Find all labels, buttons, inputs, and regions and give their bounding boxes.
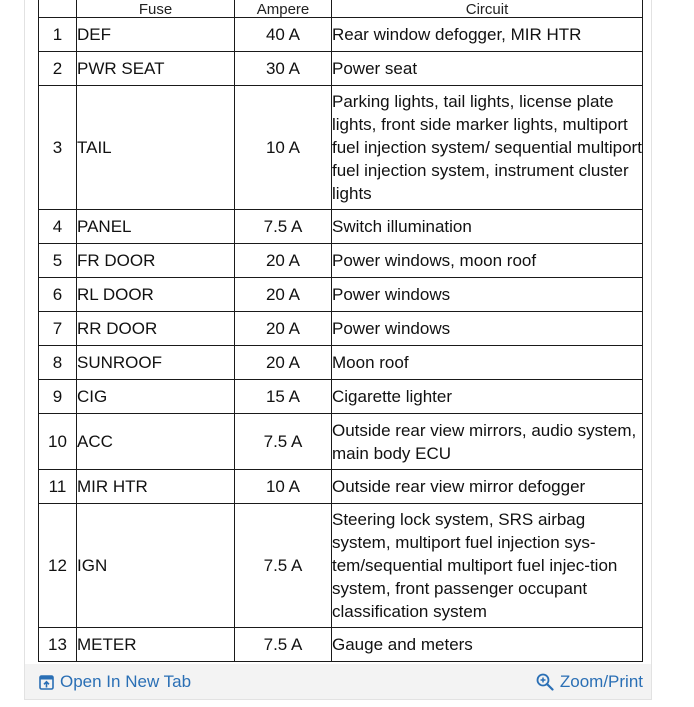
fuse-number-cell: 12 [39,504,77,628]
zoom-print-icon [536,673,554,691]
fuse-number-cell: 4 [39,210,77,244]
fuse-name-cell: DEF [77,18,235,52]
fuse-number-cell: 3 [39,86,77,210]
fuse-number-cell: 7 [39,312,77,346]
circuit-cell: Power seat [332,52,643,86]
ampere-cell: 7.5 A [235,414,332,470]
circuit-cell: Rear window defogger, MIR HTR [332,18,643,52]
open-in-new-tab-link[interactable] [39,672,191,692]
table-row [39,414,643,470]
header-cell-ampere: Ampere [235,0,332,18]
table-row [39,470,643,504]
table-row [39,628,643,662]
circuit-cell: Steering lock system, SRS airbag system, multiport fuel injection sys-tem/sequential multiport fuel injec-tion system, front passenger occupant classification system [332,504,643,628]
header-cell-fuse: Fuse [77,0,235,18]
fuse-number-cell: 8 [39,346,77,380]
circuit-cell: Cigarette lighter [332,380,643,414]
header-cell-number [39,0,77,18]
ampere-cell: 15 A [235,380,332,414]
table-row [39,18,643,52]
fuse-name-cell: RR DOOR [77,312,235,346]
fuse-name-cell: TAIL [77,86,235,210]
circuit-cell: Moon roof [332,346,643,380]
fuse-name-cell: MIR HTR [77,470,235,504]
table-row [39,278,643,312]
table-row [39,504,643,628]
table-row [39,244,643,278]
ampere-cell: 10 A [235,470,332,504]
table-row [39,52,643,86]
zoom-print-label: Zoom/Print [559,672,643,691]
fuse-number-cell: 11 [39,470,77,504]
header-cell-circuit: Circuit [332,0,643,18]
circuit-cell: Outside rear view mirrors, audio system, main body ECU [332,414,643,470]
fuse-name-cell: SUNROOF [77,346,235,380]
ampere-cell: 20 A [235,278,332,312]
circuit-cell: Outside rear view mirror defogger [332,470,643,504]
table-header-row [39,0,643,18]
ampere-cell: 20 A [235,244,332,278]
circuit-cell: Gauge and meters [332,628,643,662]
table-row [39,210,643,244]
ampere-cell: 40 A [235,18,332,52]
zoom-print-link[interactable] [536,672,643,692]
fuse-number-cell: 13 [39,628,77,662]
fuse-name-cell: RL DOOR [77,278,235,312]
fuse-name-cell: IGN [77,504,235,628]
fuse-number-cell: 9 [39,380,77,414]
table-row [39,346,643,380]
circuit-cell: Power windows [332,312,643,346]
ampere-cell: 20 A [235,346,332,380]
open-in-new-tab-label: Open In New Tab [60,672,192,691]
circuit-cell: Power windows, moon roof [332,244,643,278]
circuit-cell: Power windows [332,278,643,312]
fuse-name-cell: PANEL [77,210,235,244]
fuse-name-cell: PWR SEAT [77,52,235,86]
circuit-cell: Parking lights, tail lights, license plate lights, front side marker lights, multiport fuel injection system/ sequential multiport fuel injection system, instrument cluster lights [332,86,643,210]
table-row [39,86,643,210]
ampere-cell: 7.5 A [235,210,332,244]
ampere-cell: 7.5 A [235,628,332,662]
circuit-cell: Switch illumination [332,210,643,244]
fuse-table [38,0,643,662]
ampere-cell: 30 A [235,52,332,86]
fuse-name-cell: METER [77,628,235,662]
fuse-table-image [25,0,651,664]
fuse-number-cell: 10 [39,414,77,470]
fuse-name-cell: FR DOOR [77,244,235,278]
fuse-number-cell: 6 [39,278,77,312]
fuse-name-cell: ACC [77,414,235,470]
fuse-name-cell: CIG [77,380,235,414]
ampere-cell: 20 A [235,312,332,346]
table-body [39,18,643,662]
fuse-number-cell: 1 [39,18,77,52]
open-new-tab-icon [39,675,54,690]
table-row [39,312,643,346]
table-row [39,380,643,414]
ampere-cell: 10 A [235,86,332,210]
image-viewer-frame [24,0,652,700]
fuse-number-cell: 5 [39,244,77,278]
ampere-cell: 7.5 A [235,504,332,628]
fuse-number-cell: 2 [39,52,77,86]
